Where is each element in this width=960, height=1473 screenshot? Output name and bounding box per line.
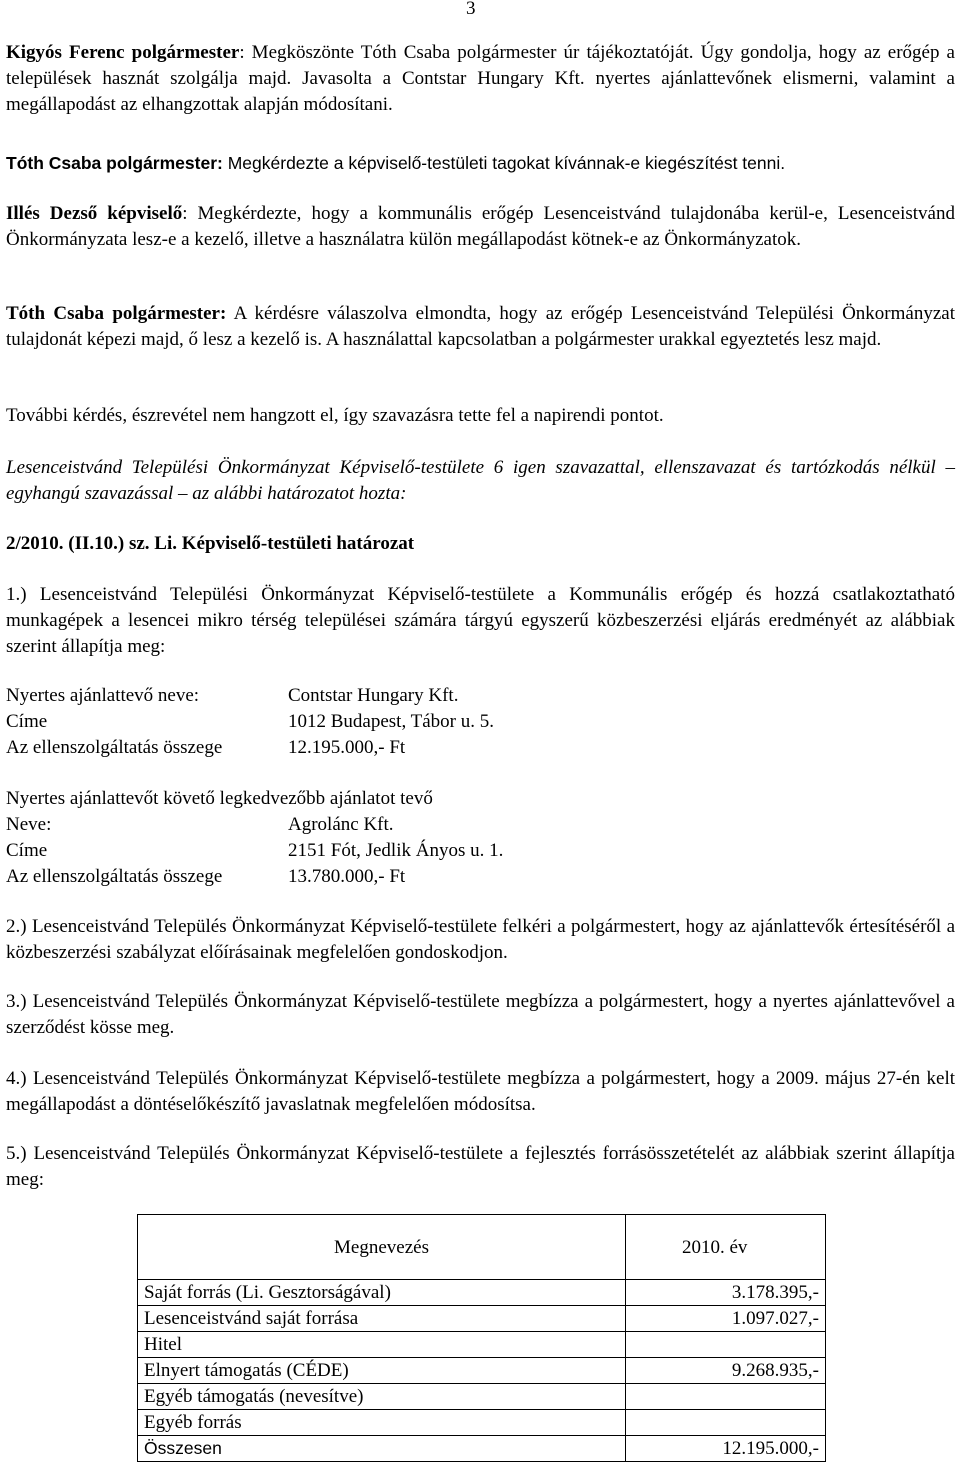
winner-amount-row [6,735,405,761]
resolution-item-4: 4.) Lesenceistvánd Település Önkormányzat Képviselő-testülete megbízza a polgármestert, hogy a 2009. május 27-én kelt megállapodást a döntéselőkészítő javaslatnak megfelelően módosítsa. [6,1068,955,1115]
table-header-row [138,1215,826,1280]
second-amount-value: 13.780.000,- Ft [288,866,406,887]
winner-address-label: Címe [6,711,48,732]
table-cell-label: Összesen [138,1436,626,1462]
second-name-row [6,812,394,838]
winner-name-row [6,683,458,709]
second-amount-label: Az ellenszolgáltatás összege [6,866,223,887]
table-row-total [138,1436,826,1462]
resolution-title: 2/2010. (II.10.) sz. Li. Képviselő-testületi határozat [6,533,415,554]
table-cell-label: Saját forrás (Li. Gesztorságával) [138,1280,626,1306]
second-heading: Nyertes ajánlattevőt követő legkedvezőbb ajánlatot tevő [6,788,433,809]
second-address-label: Címe [6,840,48,861]
paragraph-text: : Megköszönte Tóth Csaba polgármester úr tájékoztatóját. Úgy gondolja, hogy az erőgép a települések hasznát szolgálja majd. Javasolta a Contstar Hungary Kft. nyertes ajánlattevőnek elismerni, valamint a megállapodást az elhangzottak alapján módosítani. [6,42,955,115]
table-row [138,1410,826,1436]
table-cell-label: Hitel [138,1332,626,1358]
table-cell-value [626,1332,826,1358]
table-header-cell: Megnevezés [138,1215,626,1280]
winner-address-value: 1012 Budapest, Tábor u. 5. [288,711,494,732]
speaker-name: Tóth Csaba polgármester: [6,303,227,324]
funding-table [137,1214,826,1462]
winner-name-value: Contstar Hungary Kft. [288,685,459,706]
speaker-name: Kigyós Ferenc polgármester [6,42,240,63]
second-address-row [6,838,503,864]
table-cell-value: 3.178.395,- [626,1280,826,1306]
paragraph-vote-call: További kérdés, észrevétel nem hangzott el, így szavazásra tette fel a napirendi pontot. [6,405,664,426]
paragraph-toth-2 [6,301,955,353]
winner-name-label: Nyertes ajánlattevő neve: [6,685,200,706]
table-cell-value [626,1410,826,1436]
table-cell-value: 12.195.000,- [626,1436,826,1462]
table-cell-label: Egyéb forrás [138,1410,626,1436]
table-cell-value [626,1384,826,1410]
page-number: 3 [466,0,476,19]
table-row [138,1306,826,1332]
paragraph-text: A kérdésre válaszolva elmondta, hogy az erőgép Lesenceistvánd Települési Önkormányzat tulajdonát képezi majd, ő lesz a kezelő is. A használattal kapcsolatban a polgármester urakkal egyeztetés lesz majd. [6,303,955,350]
table-row [138,1358,826,1384]
paragraph-vote-result: Lesenceistvánd Települési Önkormányzat Képviselő-testülete 6 igen szavazattal, ellenszavazat és tartózkodás nélkül – egyhangú szavazással – az alábbi határozatot hozta: [6,457,955,504]
resolution-item-5: 5.) Lesenceistvánd Település Önkormányzat Képviselő-testülete a fejlesztés forrásösszetételét az alábbiak szerint állapítja meg: [6,1143,955,1190]
paragraph-text: Megkérdezte a képviselő-testületi tagokat kívánnak-e kiegészítést tenni. [222,153,786,173]
speaker-name: Illés Dezső képviselő [6,203,183,224]
table-cell-label: Egyéb támogatás (nevesítve) [138,1384,626,1410]
table-cell-value: 1.097.027,- [626,1306,826,1332]
table-row [138,1332,826,1358]
paragraph-kigyos [6,40,955,118]
second-name-value: Agrolánc Kft. [288,814,394,835]
second-name-label: Neve: [6,814,52,835]
second-amount-row [6,864,405,890]
winner-amount-label: Az ellenszolgáltatás összege [6,737,223,758]
table-cell-label: Lesenceistvánd saját forrása [138,1306,626,1332]
table-cell-label: Elnyert támogatás (CÉDE) [138,1358,626,1384]
resolution-item-1: 1.) Lesenceistvánd Települési Önkormányzat Képviselő-testülete a Kommunális erőgép és hozzá csatlakoztatható munkagépek a lesencei mikro térség települései számára tárgyú egyszerű közbeszerzési eljárás eredményét az alábbiak szerint állapítja meg: [6,584,955,657]
table-cell-value: 9.268.935,- [626,1358,826,1384]
paragraph-text: : Megkérdezte, hogy a kommunális erőgép Lesenceistvánd tulajdonába kerül-e, Lesenceistvánd Önkormányzata lesz-e a kezelő, illetve a használatra külön megállapodást kötnek-e az Önkormányzatok. [6,203,955,250]
resolution-item-3: 3.) Lesenceistvánd Település Önkormányzat Képviselő-testülete megbízza a polgármestert, hogy a nyertes ajánlattevővel a szerződést kösse meg. [6,991,955,1038]
winner-address-row [6,709,494,735]
table-header-cell: 2010. év [626,1215,826,1280]
second-address-value: 2151 Fót, Jedlik Ányos u. 1. [288,840,504,861]
resolution-item-2: 2.) Lesenceistvánd Település Önkormányzat Képviselő-testülete felkéri a polgármestert, hogy az ajánlattevők értesítéséről a közbeszerzési szabályzat előírásainak megfelelően gondoskodjon. [6,916,955,963]
table-row [138,1384,826,1410]
paragraph-illes [6,201,955,253]
winner-amount-value: 12.195.000,- Ft [288,737,406,758]
paragraph-toth-1 [6,150,955,176]
table-row [138,1280,826,1306]
speaker-name: Tóth Csaba polgármester: [6,153,223,173]
